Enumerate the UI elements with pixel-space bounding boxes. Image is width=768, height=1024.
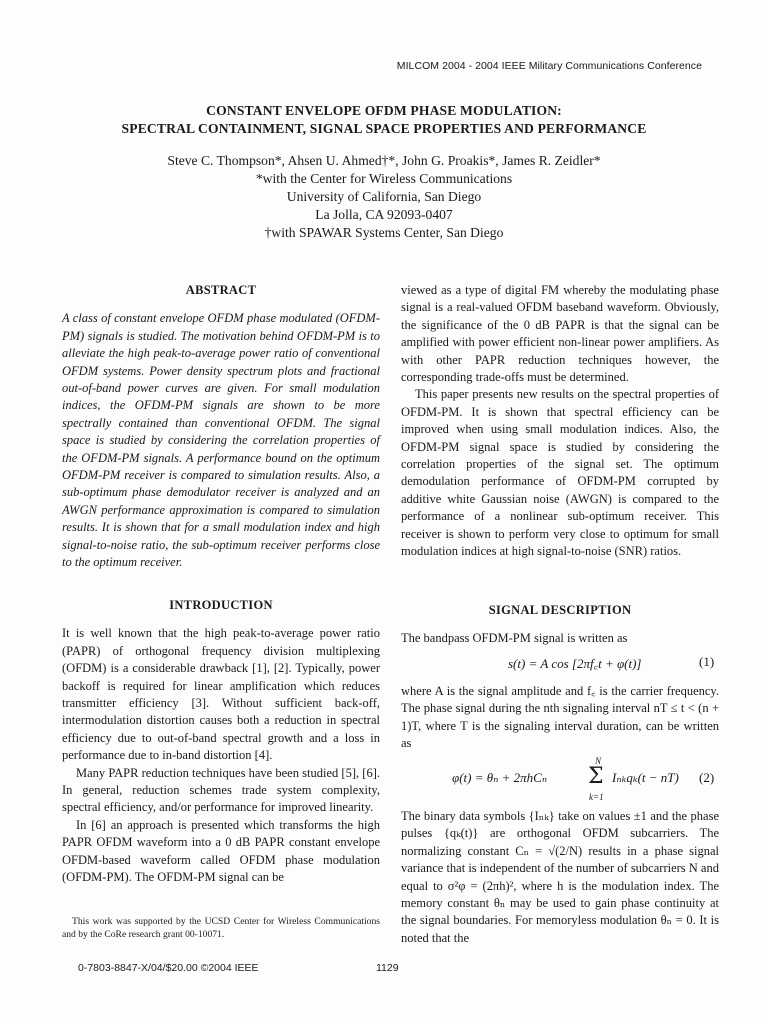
abstract-heading: ABSTRACT [185,283,257,297]
affiliation-4-suffix: Systems Center, San Diego [351,225,504,240]
page-number: 1129 [376,962,399,974]
equation-2-sum-sign: Σ [588,764,604,789]
conference-header: MILCOM 2004 - 2004 IEEE Military Communications Conference [396,60,702,72]
intro-paragraph-3: In [6] an approach is presented which transforms the high PAPR OFDM waveform into a 0 dB PAPR constant envelope OFDM-based waveform called OFDM phase modulation (OFDM-PM). The OFDM-PM signal can be [62,817,380,885]
equation-2-lhs: φ(t) = θₙ + 2πhCₙ [452,770,548,785]
intro-paragraph-2: Many PAPR reduction techniques have been studied [5], [6]. In general, reduction schemes trade system complexity, spectral efficiency, and/or performance for improved linearity. [62,765,380,815]
right-paragraph-2: This paper presents new results on the spectral properties of OFDM-PM. It is shown that spectral efficiency can be improved when using small modulation indices. Also, the OFDM-PM signal space is studied by considering the correlation properties of the signal set. The optimum demodulation performance of OFDM-PM corrupted by additive white Gaussian noise (AWGN) is compared to the performance of a nonlinear sub-optimum receiver. This receiver is shown to perform very close to optimum for small modulation indices at high signal-to-noise (SNR) ratios. [401,387,719,559]
left-column-intro [62,597,380,887]
signal-paragraph-after-eq2 [401,808,719,947]
signal-description-heading: SIGNAL DESCRIPTION [488,603,632,617]
left-column-top [62,282,380,572]
equation-1-number: (1) [699,654,715,669]
footnote: This work was supported by the UCSD Center for Wireless Communications and by the CoRe research grant 00-10071. [62,916,380,940]
affiliation-4-prefix: †with [264,225,299,240]
signal-intro: The bandpass OFDM-PM signal is written as [401,631,628,646]
paper-title-line-1: CONSTANT ENVELOPE OFDM PHASE MODULATION: [206,103,562,118]
right-paragraph-1: viewed as a type of digital FM whereby the modulating phase signal is a real-valued OFDM baseband waveform. Obviously, the significance of the 0 dB PAPR is that the signal can be amplified with power efficient non-linear power amplifiers. As with other PAPR reduction techniques however, the corresponding trade-offs must be determined. [401,283,719,385]
signal-paragraph-after-eq1 [401,683,719,753]
introduction-heading: INTRODUCTION [169,598,273,612]
right-column-top [401,282,719,561]
equation-2-sum-bottom: k=1 [589,792,604,802]
signal-section-top [401,602,719,648]
paper-title-line-2: SPECTRAL CONTAINMENT, SIGNAL SPACE PROPERTIES AND PERFORMANCE [121,121,647,136]
affiliation-4-org: SPAWAR [298,225,352,240]
author-list: Steve C. Thompson*, Ahsen U. Ahmed†*, John G. Proakis*, James R. Zeidler* [167,153,601,168]
equation-2-rhs: Iₙₖqₖ(t − nT) [612,770,679,785]
intro-paragraph-1: It is well known that the high peak-to-average power ratio (PAPR) of orthogonal frequency division multiplexing (OFDM) is a considerable drawback [1], [2]. Typically, power backoff is required for linear amplification which reduces transmitter efficiency [3]. Without sufficient back-off, intermodulation distortion causes both a reduction in spectral efficiency due to out-of-band spectral growth and a loss in performance due to in-band distortion [4]. [62,626,380,763]
affiliation-1: *with the Center for Wireless Communications [255,171,513,186]
equation-2-number: (2) [699,770,715,785]
equation-2-sum-top: N [595,756,602,766]
affiliation-4 [0,224,768,242]
affiliation-2: University of California, San Diego [286,189,482,204]
signal-paragraph-1: where A is the signal amplitude and f꜀ is the carrier frequency. The phase signal during the nth signaling interval nT ≤ t < (n + 1)T, where T is the signaling interval duration, can be written as [401,684,719,751]
signal-paragraph-2: The binary data symbols {Iₙₖ} take on values ±1 and the phase pulses {qₖ(t)} are orthogonal OFDM subcarriers. The normalizing constant Cₙ = √(2/N) results in a phase signal variance that is independent of the number of subcarriers N and equal to σ²φ = (2πh)², where h is the modulation index. The memory constant θₙ may be used to gain phase continuity at the signal boundaries. For memoryless modulation θₙ = 0. It is noted that the [401,809,719,945]
isbn-footer: 0-7803-8847-X/04/$20.00 ©2004 IEEE [78,962,259,974]
abstract-text: A class of constant envelope OFDM phase modulated (OFDM-PM) signals is studied. The motivation behind OFDM-PM is to alleviate the high peak-to-average power ratio of conventional OFDM systems. Power density spectrum plots and fractional out-of-band power curves are given. For small modulation indices, the OFDM-PM signals are shown to be more spectrally contained than conventional OFDM. The signal space is studied by considering the correlation properties of the OFDM-PM signals. A performance bound on the optimum OFDM-PM receiver is compared to simulation results. Also, a sub-optimum phase demodulator receiver is analyzed and an AWGN performance approximation is compared to simulation results. It is shown that for a small modulation index and high signal-to-noise ratio, the sub-optimum receiver performs close to the optimum receiver. [62,311,380,570]
equation-1: s(t) = A cos [2πf꜀t + φ(t)] [508,656,642,671]
affiliation-3: La Jolla, CA 92093-0407 [315,207,453,222]
